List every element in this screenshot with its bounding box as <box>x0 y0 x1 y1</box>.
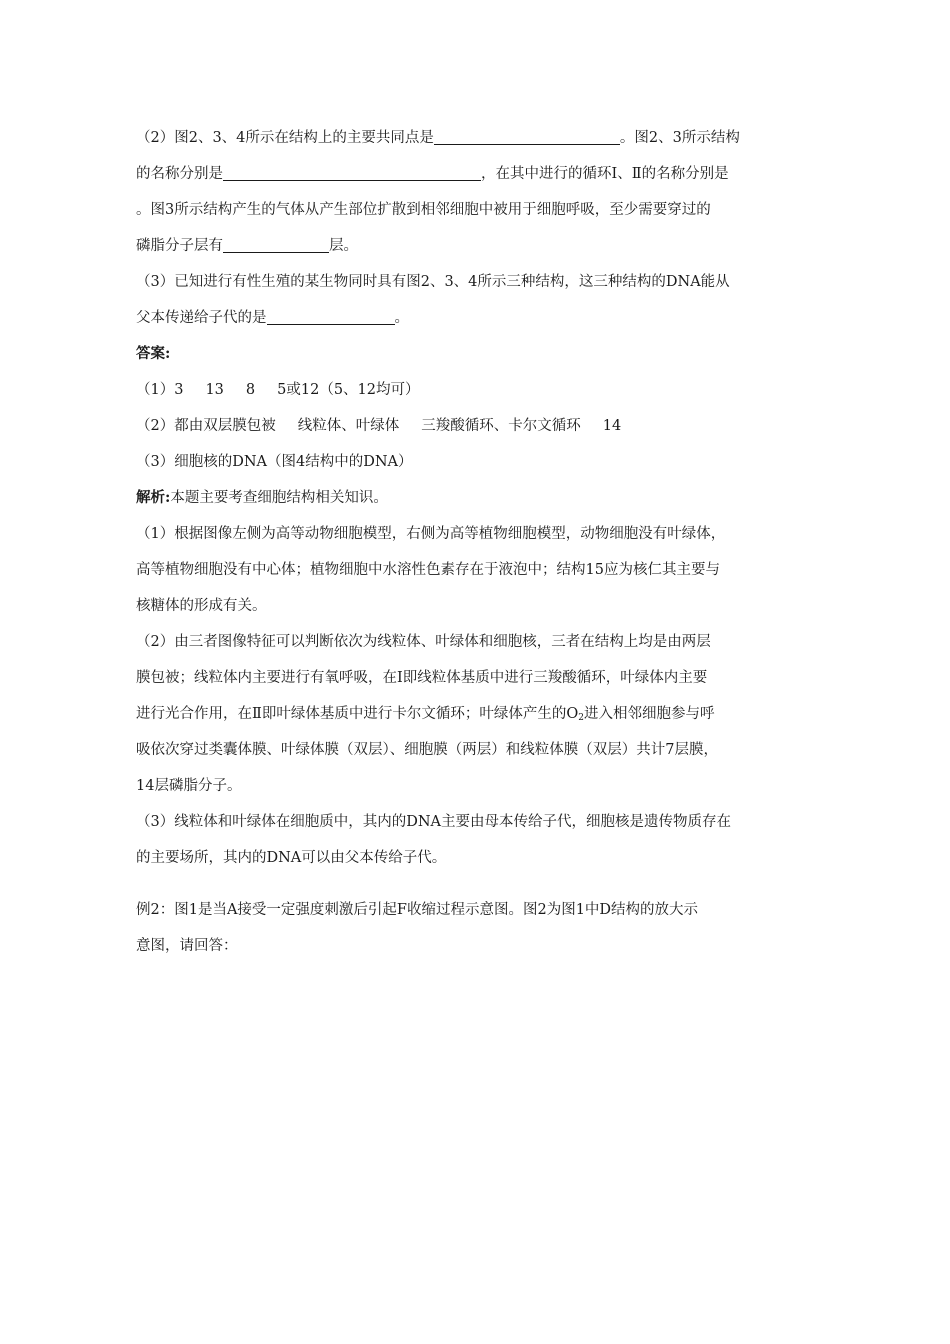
analysis-p2-line: 膜包被；线粒体内主要进行有氧呼吸，在Ⅰ即线粒体基质中进行三羧酸循环，叶绿体内主要 <box>136 670 708 686</box>
answer-line-1 <box>136 372 816 408</box>
answer-heading: 答案: <box>136 345 171 362</box>
analysis-text: 进行光合作用，在Ⅱ即叶绿体基质中进行卡尔文循环；叶绿体产生的O <box>136 706 579 722</box>
q2-line-1 <box>136 120 816 156</box>
analysis-text: 进入相邻细胞参与呼 <box>583 706 715 722</box>
answer-blank <box>223 162 481 181</box>
analysis-p2-line <box>136 696 816 732</box>
q2-text: 的名称分别是 <box>136 166 223 182</box>
analysis-p1-line: （1）根据图像左侧为高等动物细胞模型，右侧为高等植物细胞模型，动物细胞没有叶绿体， <box>136 526 726 542</box>
analysis-p3-line: 的主要场所，其内的DNA可以由父本传给子代。 <box>136 850 447 866</box>
analysis-p1-line: 核糖体的形成有关。 <box>136 598 267 614</box>
answer-blank <box>267 306 395 325</box>
q2-text: 。图3所示结构产生的气体从产生部位扩散到相邻细胞中被用于细胞呼吸，至少需要穿过的 <box>136 202 711 218</box>
document-content <box>136 120 816 964</box>
q2-text: （2）图2、3、4所示在结构上的主要共同点是 <box>136 130 434 146</box>
answer-item: 8 <box>245 382 256 398</box>
q3-text: 父本传递给子代的是 <box>136 310 267 326</box>
analysis-p1-line: 高等植物细胞没有中心体；植物细胞中水溶性色素存在于液泡中；结构15应为核仁其主要与 <box>136 562 720 578</box>
q3-line-2 <box>136 300 816 336</box>
example2-line: 例2：图1是当A接受一定强度刺激后引起F收缩过程示意图。图2为图1中D结构的放大示 <box>136 902 699 918</box>
answer-item: 14 <box>602 418 622 434</box>
q2-text: 磷脂分子层有 <box>136 238 223 254</box>
q2-text: 层。 <box>329 238 358 254</box>
q2-text: ，在其中进行的循环Ⅰ、Ⅱ的名称分别是 <box>481 166 729 182</box>
q2-text: 。图2、3所示结构 <box>619 130 740 146</box>
answer-item: 13 <box>205 382 224 398</box>
analysis-label: 解析: <box>136 489 171 506</box>
answer-item: 三羧酸循环、卡尔文循环 <box>421 418 581 434</box>
analysis-p2-line: 吸依次穿过类囊体膜、叶绿体膜（双层）、细胞膜（两层）和线粒体膜（双层）共计7层膜， <box>136 742 718 758</box>
answer-item: （2）都由双层膜包被 <box>136 418 276 434</box>
q2-line-3 <box>136 192 816 228</box>
q2-line-4 <box>136 228 816 264</box>
analysis-p2-line: （2）由三者图像特征可以判断依次为线粒体、叶绿体和细胞核，三者在结构上均是由两层 <box>136 634 711 650</box>
analysis-p2-line: 14层磷脂分子。 <box>136 778 242 794</box>
answer-blank <box>223 234 329 253</box>
q3-line-1 <box>136 264 816 300</box>
analysis-p3-line: （3）线粒体和叶绿体在细胞质中，其内的DNA主要由母本传给子代，细胞核是遗传物质存在 <box>136 814 732 830</box>
analysis-intro: 本题主要考查细胞结构相关知识。 <box>170 490 388 506</box>
answer-item: （1）3 <box>136 382 184 398</box>
example2-line: 意图，请回答： <box>136 938 238 954</box>
answer-item: 5或12（5、12均可） <box>277 382 420 398</box>
subscript: 2 <box>578 713 584 723</box>
answer-item: 线粒体、叶绿体 <box>297 418 400 434</box>
q2-line-2 <box>136 156 816 192</box>
q3-text: 。 <box>394 310 409 326</box>
q3-text: （3）已知进行有性生殖的某生物同时具有图2、3、4所示三种结构，这三种结构的DNA能从 <box>136 274 730 290</box>
answer-blank <box>434 126 620 145</box>
analysis-heading-line <box>136 480 816 516</box>
answer-line-3: （3）细胞核的DNA（图4结构中的DNA） <box>136 454 413 470</box>
answer-line-2 <box>136 408 816 444</box>
